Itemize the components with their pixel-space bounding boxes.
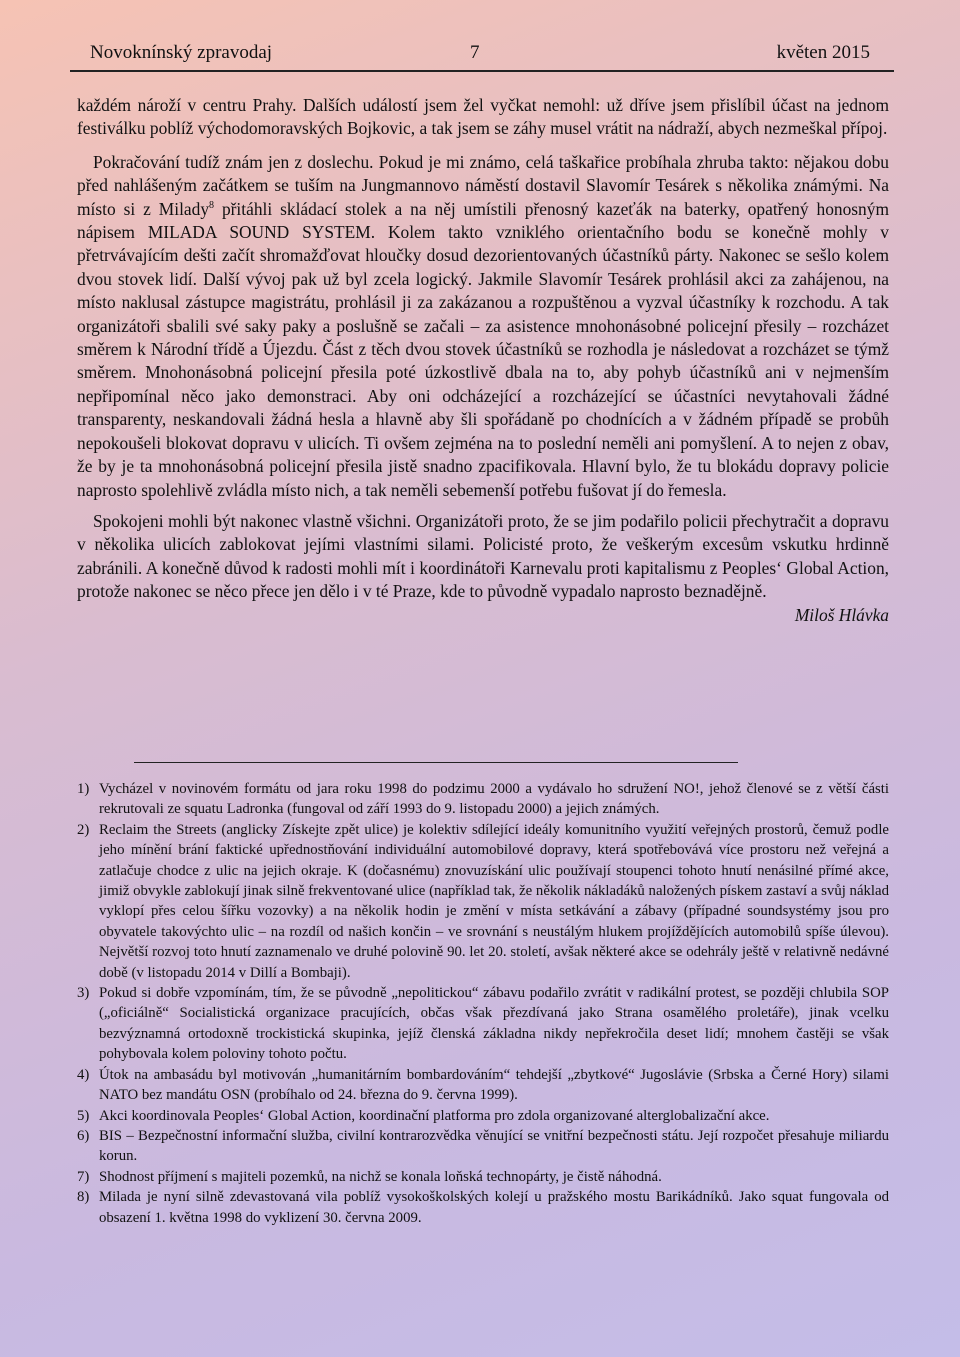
- issue-date: květen 2015: [776, 42, 870, 63]
- footnote-item: [77, 820, 889, 983]
- footnote-number: 7): [77, 1168, 90, 1185]
- footnote-ref-8: 8: [209, 199, 215, 211]
- footnote-number: 8): [77, 1189, 90, 1206]
- paragraph-2: [77, 151, 889, 502]
- footnote-item: [77, 983, 889, 1065]
- footnote-number: 3): [77, 985, 90, 1002]
- footnote-text: Milada je nyní silně zdevastovaná vila poblíž vysokoškolských kolejí u pražského mostu Barikádníků. Jako squat fungovala od obsazení 1. května 1998 do vyklizení 30. června 2009.: [99, 1189, 889, 1226]
- footnote-text: Reclaim the Streets (anglicky Získejte zpět ulice) je kolektiv sdílející ideály komunitního využití veřejných prostorů, čemuž podle jeho mínění brání faktické upřednostňování individuální automobilové dopravy, která spotřebovává více prostoru než veřejná a zatlačuje chodce z ulic na jejich okraje. K (dočasnému) znovuzískání ulic používají stoupenci tohoto hnutí nenásilné přímé akce, jimiž obvykle zablokují jinak silně frekventované ulice (například tak, že několik nákladáků naložených pískem zastaví a svůj náklad vyklopí přes celou šířku vozovky) a na několik hodin je změní v místa setkávání a zábavy (případné soundsystémy jsou pro obyvatele takovýchto ulic – na rozdíl od našich končin – ve srovnání s neustálým hlukem projíždějících automobilů spíše úlevou). Největší rozvoj toto hnutí zaznamenalo ve druhé polovině 90. let 20. století, avšak některé akce se odehrály ještě v relativně nedávné době (v listopadu 2014 v Dillí a Bombaji).: [99, 821, 889, 981]
- footnote-number: 5): [77, 1107, 90, 1124]
- footnote-divider: [134, 762, 738, 763]
- footnote-number: 4): [77, 1066, 90, 1083]
- paragraph-1: každém nároží v centru Prahy. Dalších událostí jsem žel vyčkat nemohl: už dříve jsem přislíbil účast na jednom festiválku poblíž východomoravských Bojkovic, a tak jsem se záhy musel vrátit na nádraží, abych nezmeškal přípoj.: [77, 95, 889, 139]
- paragraph-2-part-a: Pokračování tudíž znám jen z doslechu. Pokud je mi známo, celá taškařice probíhala zhruba takto: nějakou dobu před nahlášeným začátkem se tuším na Jungmannovo náměstí dostavil Slavomír Tesárek s několika známými. Na místo si z Milady: [77, 151, 889, 219]
- footnote-item: [77, 779, 889, 820]
- page-header: [70, 40, 894, 72]
- footnote-item: [77, 1065, 889, 1106]
- footnote-item: [77, 1167, 889, 1187]
- footnote-text: Pokud si dobře vzpomínám, tím, že se původně „nepolitickou“ zábavu podařilo zvrátit v radikální protest, se později chlubila SOP („oficiálně“ Socialistická organizace pracujících, občas však přezdívaná jako Strana osamělého proletáře), jinak vcelku bezvýznamná ortodoxně trockistická skupinka, jejíž členská základna nikdy nepřekročila deset lidí; mnohem častěji se však pohybovala kolem poloviny tohoto počtu.: [99, 985, 889, 1063]
- article-body: [77, 94, 889, 627]
- footnote-text: Akci koordinovala Peoples‘ Global Action, koordinační platforma pro zdola organizované alterglobalizační akce.: [99, 1107, 770, 1124]
- footnote-number: 1): [77, 781, 90, 797]
- author-signature: Miloš Hlávka: [794, 604, 889, 625]
- paragraph-2-part-b: přitáhli skládací stolek a na něj umístili přenosný kazeťák na baterky, opatřený honosným nápisem MILADA SOUND SYSTEM. Kolem takto vzniklého orientačního bodu se konečně mohly v přetrvávajícím dešti začít shromažďovat hloučky dosud dezorientovaných účastníků párty. Nakonec se sešlo kolem dvou stovek lidí. Další vývoj pak už byl zcela logický. Jakmile Slavomír Tesárek prohlásil akci za zahájenou, na místo naklusal zástupce magistrátu, prohlásil ji za zakázanou a rozpuštěnou a vyzval účastníky k rozchodu. A tak organizátoři sbalili své saky paky a poslušně se začali – za asistence mnohonásobné policejní přesily – rozcházet směrem k Národní třídě a Újezdu. Část z těch dvou stovek účastníků se rozhodla je následovat a rozcházet se týmž směrem. Mnohonásobná policejní přesila poté úzkostlivě dbala na to, aby pohyb účastníků ani v nejmenším nepřipomínal něco jako demonstraci. Aby oni odcházející a rozcházející se účastníci nevytahovali žádné transparenty, neskandovali žádná hesla a hlavně aby šli spořádaně po chodnících a v žádném případě se probůh nepokoušeli blokovat dopravu v ulicích. Ti ovšem zejména na to poslední neměli ani pomyšlení. A to nejen z obav, že by je ta mnohonásobná policejní přesila jistě snadno zpacifikovala. Hlavní bylo, že tu blokádu dopravy policie naprosto spolehlivě zvládla místo nich, a tak neměli sebemenší potřebu fušovat jí do řemesla.: [77, 198, 889, 500]
- footnote-text: Shodnost příjmení s majiteli pozemků, na nichž se konala loňská technopárty, je čistě náhodná.: [99, 1168, 662, 1185]
- footnote-number: 6): [77, 1127, 90, 1144]
- footnotes-list: [77, 779, 889, 1228]
- footnote-text: Vycházel v novinovém formátu od jara roku 1998 do podzimu 2000 a vydávalo ho sdružení NO!, jehož členové se z větší části rekrutovali ze squatu Ladronka (fungoval od září 1993 do 9. listopadu 2000) a jejich známých.: [99, 781, 889, 818]
- paragraph-3: Spokojeni mohli být nakonec vlastně všichni. Organizátoři proto, že se jim podařilo policii přechytračit a dopravu v několika ulicích zablokovat jejími vlastními silami. Policisté proto, že veškerým excesům vskutku hrdinně zabránili. A konečně důvod k radosti mohli mít i koordinátoři Karnevalu proti kapitalismu z Peoples‘ Global Action, protože nakonec se něco přece jen dělo i v té Praze, kde to původně vypadalo naprosto beznadějně.: [77, 510, 889, 602]
- footnote-item: [77, 1106, 889, 1126]
- footnote-text: BIS – Bezpečnostní informační služba, civilní kontrarozvědka věnující se vnitřní bezpečnosti státu. Její rozpočet přesahuje miliardu korun.: [99, 1127, 889, 1165]
- footnote-number: 2): [77, 821, 90, 838]
- page-number: 7: [470, 42, 480, 63]
- footnote-text: Útok na ambasádu byl motivován „humanitárním bombardováním“ tehdejší „zbytkové“ Jugoslávie (Srbska a Černé Hory) silami NATO bez mandátu OSN (probíhalo od 24. března do 9. června 1999).: [99, 1066, 889, 1104]
- footnote-item: [77, 1126, 889, 1167]
- footnote-item: [77, 1187, 889, 1228]
- publication-title: Novoknínský zpravodaj: [90, 42, 273, 63]
